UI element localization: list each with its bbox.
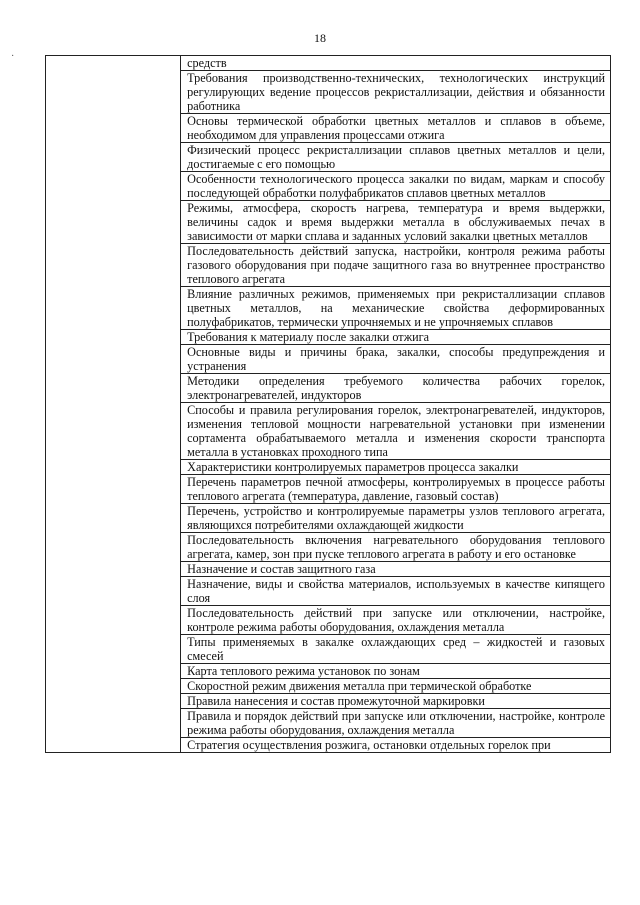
knowledge-item-cell: Последовательность действий запуска, настройки, контроля режима работы газового оборудования при подаче защитного газа во внутреннее пространство теплового агрегата (181, 244, 611, 287)
knowledge-item-cell: Перечень параметров печной атмосферы, контролируемых в процессе работы теплового агрегата (температура, давление, газовый состав) (181, 475, 611, 504)
knowledge-item-cell: Назначение и состав защитного газа (181, 562, 611, 577)
knowledge-item-cell: Особенности технологического процесса закалки по видам, маркам и способу последующей обработки полуфабрикатов сплавов цветных металлов (181, 172, 611, 201)
knowledge-item-cell: Правила нанесения и состав промежуточной маркировки (181, 694, 611, 709)
table-body (46, 56, 611, 753)
knowledge-item-cell: Стратегия осуществления розжига, остановки отдельных горелок при (181, 738, 611, 753)
knowledge-item-cell: Скоростной режим движения металла при термической обработке (181, 679, 611, 694)
margin-mark: · (11, 51, 15, 62)
knowledge-item-cell: Назначение, виды и свойства материалов, используемых в качестве кипящего слоя (181, 577, 611, 606)
knowledge-item-cell: Основные виды и причины брака, закалки, способы предупреждения и устранения (181, 345, 611, 374)
knowledge-item-cell: Последовательность действий при запуске или отключении, настройке, контроле режима работы оборудования, охлаждения металла (181, 606, 611, 635)
knowledge-item-cell: средств (181, 56, 611, 71)
knowledge-item-cell: Требования к материалу после закалки отжига (181, 330, 611, 345)
knowledge-item-cell: Режимы, атмосфера, скорость нагрева, температура и время выдержки, величины садок и время выдержки металла в обслуживаемых печах в зависимости от марки сплава и заданных условий закалки цветных металлов (181, 201, 611, 244)
left-column-cell (46, 56, 181, 753)
knowledge-item-cell: Требования производственно-технических, технологических инструкций регулирующих ведение процессов рекристаллизации, действия и обязанности работника (181, 71, 611, 114)
table-row (46, 56, 611, 71)
knowledge-item-cell: Физический процесс рекристаллизации сплавов цветных металлов и цели, достигаемые с его помощью (181, 143, 611, 172)
page-number: 18 (314, 31, 326, 45)
knowledge-item-cell: Характеристики контролируемых параметров процесса закалки (181, 460, 611, 475)
knowledge-item-cell: Типы применяемых в закалке охлаждающих сред – жидкостей и газовых смесей (181, 635, 611, 664)
knowledge-item-cell: Перечень, устройство и контролируемые параметры узлов теплового агрегата, являющихся потребителями охлаждающей жидкости (181, 504, 611, 533)
knowledge-item-cell: Карта теплового режима установок по зонам (181, 664, 611, 679)
knowledge-item-cell: Способы и правила регулирования горелок, электронагревателей, индукторов, изменения тепловой мощности нагревательной установки при изменении сортамента обрабатываемого металла и изменения скорости транспорта металла в установках проходного типа (181, 403, 611, 460)
knowledge-item-cell: Основы термической обработки цветных металлов и сплавов в объеме, необходимом для управления процессами отжига (181, 114, 611, 143)
knowledge-item-cell: Последовательность включения нагревательного оборудования теплового агрегата, камер, зон при пуске теплового агрегата в работу и его остановке (181, 533, 611, 562)
knowledge-item-cell: Влияние различных режимов, применяемых при рекристаллизации сплавов цветных металлов, на механические свойства деформированных полуфабрикатов, термически упрочняемых и не упрочняемых сплавов (181, 287, 611, 330)
knowledge-item-cell: Методики определения требуемого количества рабочих горелок, электронагревателей, индукторов (181, 374, 611, 403)
requirements-table (45, 55, 611, 753)
knowledge-item-cell: Правила и порядок действий при запуске или отключении, настройке, контроле режима работы оборудования, охлаждения металла (181, 709, 611, 738)
